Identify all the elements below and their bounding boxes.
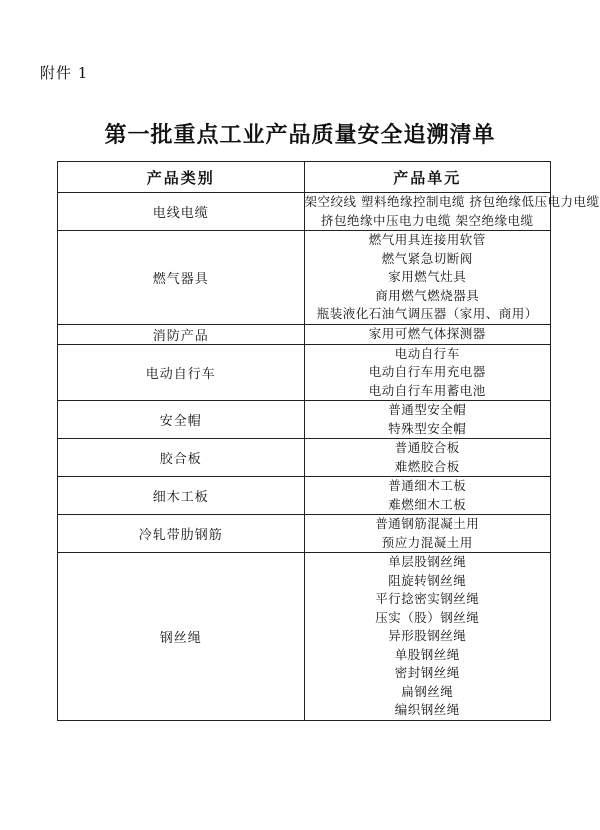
product-unit-item: 燃气紧急切断阀 bbox=[381, 250, 473, 266]
product-unit-item: 扁钢丝绳 bbox=[401, 683, 454, 699]
product-unit-item: 特殊型安全帽 bbox=[388, 420, 467, 436]
product-unit-item: 异形股钢丝绳 bbox=[388, 628, 467, 643]
product-unit-item: 商用燃气燃烧器具 bbox=[375, 287, 480, 303]
product-unit-item: 压实（股）钢丝绳 bbox=[375, 609, 480, 625]
product-category-cell: 消防产品 bbox=[58, 324, 305, 344]
table-row bbox=[58, 324, 551, 344]
product-unit-item: 阻旋转钢丝绳 bbox=[388, 572, 467, 588]
product-unit-item: 普通细木工板 bbox=[388, 478, 467, 493]
product-category-cell: 电动自行车 bbox=[58, 344, 305, 401]
product-category-cell: 细木工板 bbox=[58, 477, 305, 515]
product-units-cell bbox=[304, 193, 600, 231]
product-category-cell: 安全帽 bbox=[58, 401, 305, 439]
table-row bbox=[58, 401, 551, 439]
header-product-unit: 产品单元 bbox=[304, 162, 551, 193]
product-unit-item: 普通胶合板 bbox=[394, 440, 460, 455]
product-units-cell bbox=[304, 553, 551, 721]
table-row bbox=[58, 193, 551, 231]
product-unit-item: 难燃胶合板 bbox=[394, 458, 460, 474]
product-units-cell bbox=[304, 515, 551, 553]
product-unit-item: 电动自行车 bbox=[394, 345, 460, 361]
product-unit-item: 架空绞线 塑料绝缘控制电缆 挤包绝缘低压电力电缆 bbox=[304, 194, 600, 209]
product-units-cell bbox=[304, 344, 551, 401]
product-unit-item: 家用燃气灶具 bbox=[388, 269, 467, 284]
product-category-cell: 冷轧带肋钢筋 bbox=[58, 515, 305, 553]
product-unit-item: 瓶装液化石油气调压器（家用、商用） bbox=[316, 306, 538, 321]
product-unit-item: 预应力混凝土用 bbox=[381, 534, 473, 550]
product-unit-item: 单层股钢丝绳 bbox=[388, 554, 467, 569]
product-unit-item: 普通钢筋混凝土用 bbox=[375, 516, 480, 531]
product-unit-item: 难燃细木工板 bbox=[388, 496, 467, 512]
product-unit-item: 编织钢丝绳 bbox=[394, 702, 460, 717]
table-row bbox=[58, 477, 551, 515]
product-unit-item: 平行捻密实钢丝绳 bbox=[375, 591, 480, 606]
product-category-cell: 电线电缆 bbox=[58, 193, 305, 231]
product-unit-item: 燃气用具连接用软管 bbox=[368, 232, 486, 247]
traceability-table bbox=[57, 161, 600, 721]
product-unit-item: 电动自行车用蓄电池 bbox=[368, 382, 486, 398]
product-units-cell bbox=[304, 477, 551, 515]
document-title: 第一批重点工业产品质量安全追溯清单 bbox=[104, 122, 496, 148]
table-row bbox=[58, 553, 551, 721]
table-row bbox=[58, 344, 551, 401]
product-unit-item: 密封钢丝绳 bbox=[394, 665, 460, 680]
product-category-cell: 胶合板 bbox=[58, 439, 305, 477]
table-row bbox=[58, 515, 551, 553]
table-body bbox=[58, 193, 600, 721]
product-units-cell bbox=[304, 439, 551, 477]
product-unit-item: 挤包绝缘中压电力电缆 架空绝缘电缆 bbox=[321, 212, 534, 228]
header-product-category: 产品类别 bbox=[58, 162, 305, 193]
product-unit-item: 家用可燃气体探测器 bbox=[368, 325, 486, 341]
product-unit-item: 电动自行车用充电器 bbox=[368, 364, 486, 379]
attachment-label: 附件 1 bbox=[40, 64, 89, 82]
product-units-cell bbox=[304, 231, 551, 325]
product-units-cell bbox=[304, 401, 551, 439]
product-category-cell: 钢丝绳 bbox=[58, 553, 305, 721]
product-units-cell bbox=[304, 324, 551, 344]
table-header-row bbox=[58, 162, 551, 193]
table-row bbox=[58, 231, 551, 325]
product-unit-item: 单股钢丝绳 bbox=[394, 646, 460, 662]
product-unit-item: 普通型安全帽 bbox=[388, 402, 467, 417]
product-category-cell: 燃气器具 bbox=[58, 231, 305, 325]
table-row bbox=[58, 439, 551, 477]
